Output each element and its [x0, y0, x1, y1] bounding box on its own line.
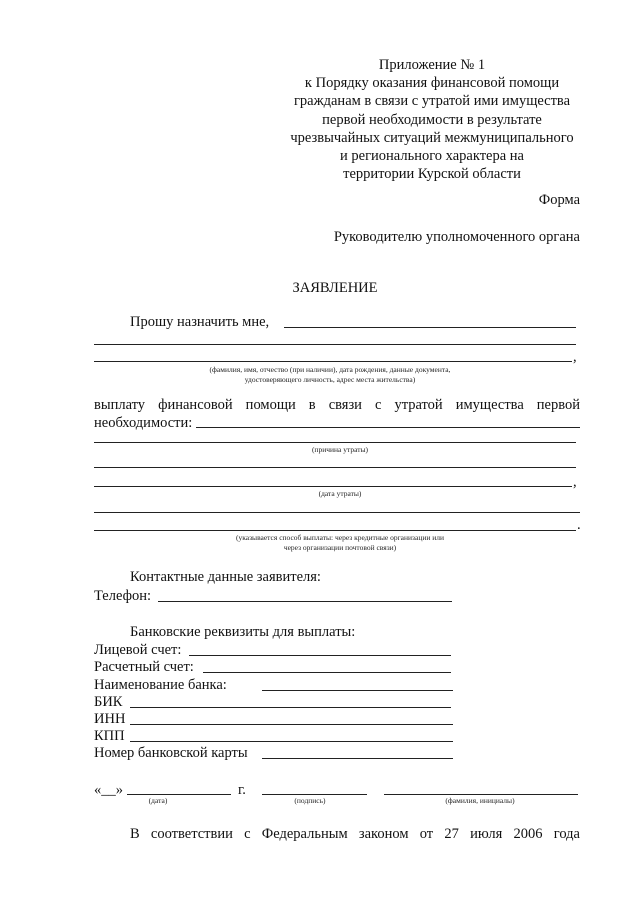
- bank-field-label: Номер банковской карты: [94, 745, 248, 761]
- bank-field-label: ИНН: [94, 711, 126, 727]
- loss-date-field[interactable]: [94, 486, 572, 487]
- appendix-line: территории Курской области: [343, 166, 521, 183]
- addressee: Руководителю уполномоченного органа: [333, 229, 580, 245]
- appendix-line: к Порядку оказания финансовой помощи: [304, 75, 560, 92]
- applicant-details-field[interactable]: [94, 361, 572, 362]
- applicant-name-field[interactable]: [284, 327, 576, 328]
- account-field[interactable]: [189, 655, 451, 656]
- kpp-field[interactable]: [130, 741, 453, 742]
- signer-name-field[interactable]: [384, 794, 578, 795]
- phone-label: Телефон:: [94, 588, 152, 604]
- year-suffix: г.: [238, 782, 246, 798]
- bank-field-label: КПП: [94, 728, 125, 744]
- appendix-line: гражданам в связи с утратой ими имущества: [293, 93, 571, 110]
- footer-text: В соответствии с Федеральным законом от 27 июля 2006 года: [130, 826, 580, 842]
- page-title: ЗАЯВЛЕНИЕ: [292, 280, 378, 296]
- date-comma: ,: [573, 474, 577, 490]
- loss-date-field[interactable]: [94, 467, 576, 468]
- request-lead: Прошу назначить мне,: [130, 314, 270, 330]
- bank-field-label: Наименование банка:: [94, 677, 227, 693]
- signature-field[interactable]: [262, 794, 367, 795]
- signature-date-field[interactable]: [127, 794, 231, 795]
- date-prefix: «__»: [94, 782, 123, 798]
- date-caption: (дата): [148, 796, 168, 805]
- form-label: Форма: [538, 192, 580, 208]
- bank-heading: Банковские реквизиты для выплаты:: [130, 624, 356, 640]
- appendix-block: [276, 56, 588, 183]
- bank-field-label: Расчетный счет:: [94, 659, 194, 675]
- loss-date-caption: (дата утраты): [318, 489, 362, 498]
- phone-field[interactable]: [158, 601, 452, 602]
- cause-field[interactable]: [94, 442, 576, 443]
- applicant-details-field[interactable]: [94, 344, 576, 345]
- appendix-line: и регионального характера на: [340, 148, 524, 165]
- cause-caption: (причина утраты): [311, 445, 369, 454]
- request-comma: ,: [573, 349, 577, 365]
- bank-field-label: Лицевой счет:: [94, 642, 182, 658]
- payment-line: выплату финансовой помощи в связи с утратой имущества первой: [94, 397, 580, 413]
- applicant-caption: (фамилия, имя, отчество (при наличии), дата рождения, данные документа, удостоверяющего личность, адрес места жительства): [209, 365, 451, 384]
- settlement-account-field[interactable]: [203, 672, 451, 673]
- bik-field[interactable]: [130, 707, 451, 708]
- name-caption: (фамилия, инициалы): [445, 796, 515, 805]
- card-number-field[interactable]: [262, 758, 453, 759]
- payment-method-field[interactable]: [94, 512, 580, 513]
- payment-method-field[interactable]: [94, 530, 576, 531]
- appendix-line: Приложение № 1: [378, 57, 486, 73]
- bank-name-field[interactable]: [262, 690, 453, 691]
- need-field[interactable]: [196, 427, 580, 428]
- method-period: .: [577, 517, 581, 533]
- bank-field-label: БИК: [94, 694, 123, 710]
- appendix-line: чрезвычайных ситуаций межмуниципального: [290, 129, 574, 146]
- sign-caption: (подпись): [294, 796, 326, 805]
- inn-field[interactable]: [130, 724, 453, 725]
- payment-method-caption: (указывается способ выплаты: через кредитные организации или через организации почтовой связи): [235, 533, 445, 552]
- payment-line: необходимости:: [94, 415, 193, 431]
- appendix-line: первой необходимости в результате: [322, 111, 542, 128]
- contacts-heading: Контактные данные заявителя:: [130, 569, 321, 585]
